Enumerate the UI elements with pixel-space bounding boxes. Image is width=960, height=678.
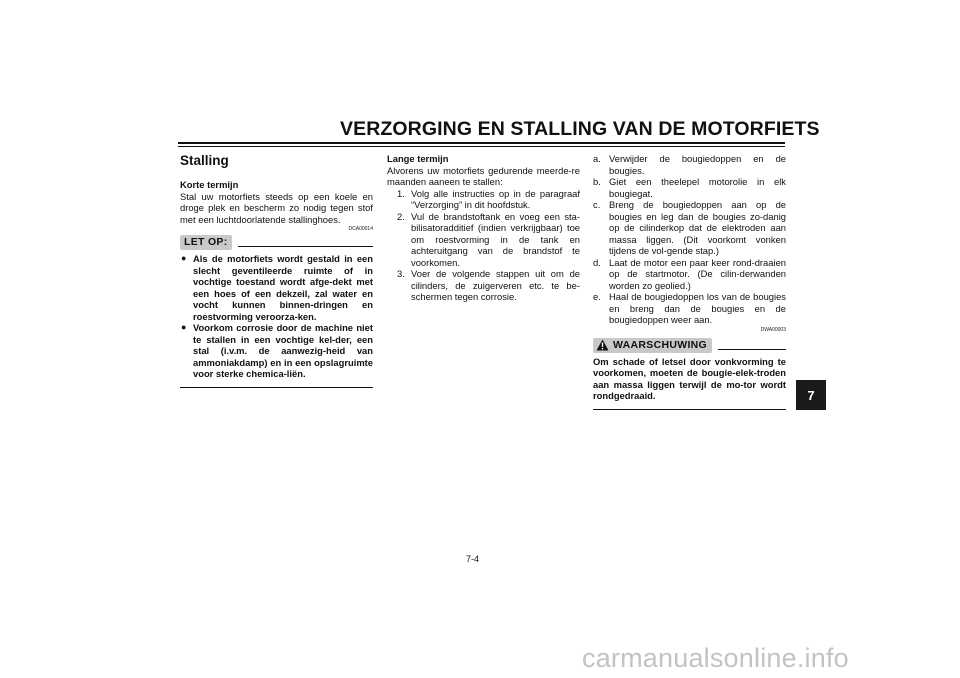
list-item [593, 257, 786, 292]
list-item [593, 153, 786, 176]
page-header-title: VERZORGING EN STALLING VAN DE MOTORFIETS [340, 118, 820, 140]
list-item [180, 253, 373, 322]
list-item [387, 268, 580, 303]
step-text: Volg alle instructies op in de paragraaf “Verzorging” in dit hoofdstuk. [411, 187, 580, 210]
warning-end-rule [593, 409, 786, 410]
notice-bullet-list [180, 253, 373, 380]
step-number: 3. [397, 268, 405, 279]
notice-header [180, 235, 373, 250]
section-heading-stalling: Stalling [180, 153, 229, 168]
chapter-tab: 7 [796, 380, 826, 410]
substep-letter: a. [593, 153, 601, 164]
warning-text: Om schade of letsel door vonkvorming te voorkomen, moeten de bougie-elek-troden aan massa liggen terwijl de mo-tor wordt rondgedraaid. [593, 355, 786, 401]
substep-text: Giet een theelepel motorolie in elk bougiegat. [609, 176, 786, 199]
long-term-steps [387, 188, 580, 303]
warning-rule [718, 349, 786, 350]
header-rule-thick [178, 142, 785, 144]
warning-triangle-icon [596, 339, 609, 351]
list-item [180, 322, 373, 380]
bullet-icon: ● [181, 253, 187, 263]
notice-code: DCA00014 [348, 226, 373, 232]
notice-end-rule [180, 387, 373, 388]
substep-text: Breng de bougiedoppen aan op de bougies en leg dan de bougies zo-danig op de cilinderkop dat de elektroden aan massa liggen. (Dit voorkomt vonken tijdens de vol-gende stap.) [609, 199, 786, 256]
step-number: 2. [397, 210, 405, 222]
bullet-icon: ● [181, 322, 187, 332]
step-text: Voer de volgende stappen uit om de cilinders, de zuigerveren etc. te be-schermen tegen corrosie. [411, 268, 580, 302]
short-term-heading: Korte termijn [180, 179, 239, 190]
substep-letter: e. [593, 291, 601, 302]
list-item [387, 188, 580, 211]
list-item [593, 199, 786, 257]
short-term-text: Stal uw motorfiets steeds op een koele en droge plek en bescherm zo nodig tegen stof met een luchtdoorlatende stallinghoes. [180, 190, 373, 225]
warning-header [593, 338, 786, 353]
warning-badge [593, 338, 712, 353]
page-number: 7-4 [466, 554, 480, 564]
bullet-text: Voorkom corrosie door de machine niet te stallen in een vochtige kel-der, een stal (i.v.m. de aanwezig-heid van ammoniakdamp) en in een opslagruimte voor sterke chemica-liën. [193, 322, 373, 379]
list-item [593, 291, 786, 326]
bullet-text: Als de motorfiets wordt gestald in een slecht geventileerde ruimte of in vochtige toestand wordt afge-dekt met een hoes of een dekzeil, zal water en vocht kunnen binnen-dringen en roestvorming veroorza-ken. [193, 253, 373, 322]
substep-letter: b. [593, 176, 601, 187]
list-item [593, 176, 786, 199]
substep-letter: c. [593, 199, 601, 210]
notice-rule [238, 246, 373, 247]
substep-text: Verwijder de bougiedoppen en de bougies. [609, 153, 786, 176]
long-term-intro: Alvorens uw motorfiets gedurende meerde-re maanden aaneen te stallen: [387, 164, 580, 187]
left-column [180, 153, 373, 388]
middle-column [387, 153, 580, 303]
warning-code: DWA00003 [760, 326, 786, 333]
header-rule-thin [178, 146, 785, 147]
step-text: Vul de brandstoftank en voeg een sta-bilisatoradditief (indien verkrijgbaar) toe om roestvorming in de tank en achteruitgang van de brandstof te voorkomen. [411, 210, 580, 268]
warning-label: WAARSCHUWING [613, 338, 708, 351]
substep-text: Laat de motor een paar keer rond-draaien op de startmotor. (De cilin-derwanden worden zo geolied.) [609, 256, 786, 291]
substep-list [593, 153, 786, 326]
watermark: carmanualsonline.info [582, 643, 849, 673]
list-item [387, 211, 580, 269]
substep-text: Haal de bougiedoppen los van de bougies en breng dan de bougies en de bougiedoppen weer aan. [609, 291, 786, 325]
step-number: 1. [397, 187, 405, 199]
substep-letter: d. [593, 256, 601, 268]
right-column [593, 153, 786, 410]
long-term-heading: Lange termijn [387, 153, 449, 164]
notice-badge: LET OP: [180, 235, 232, 250]
